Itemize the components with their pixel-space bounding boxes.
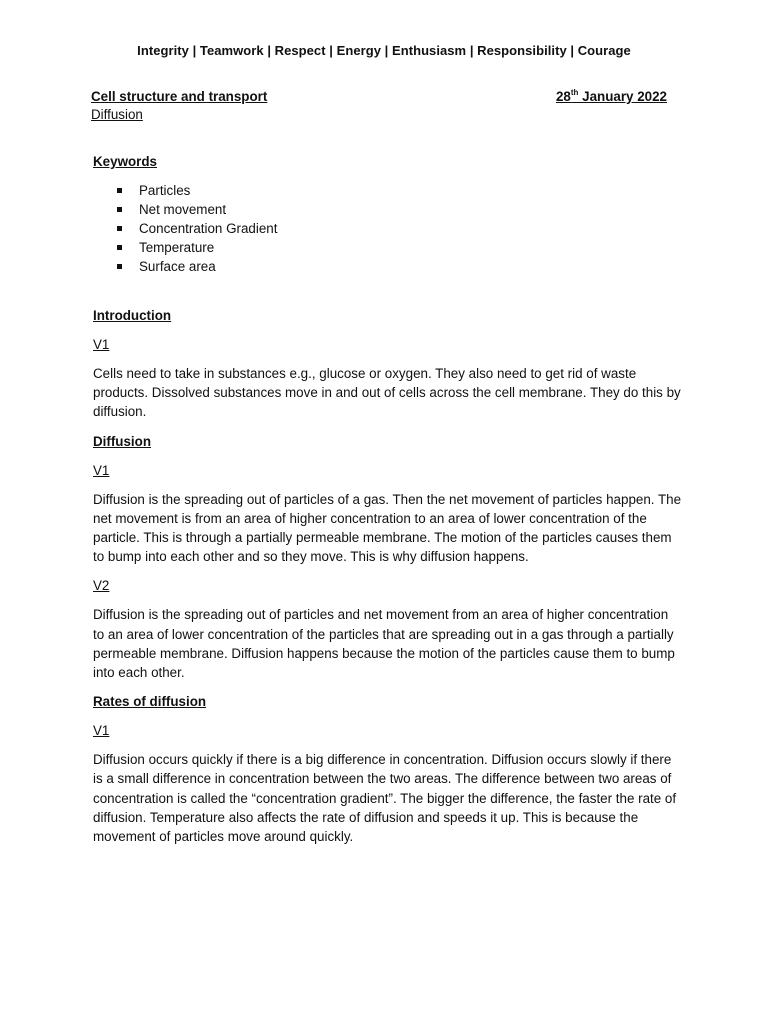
rates-v1-text: Diffusion occurs quickly if there is a big difference in concentration. Diffusion occurs slowly if there is a small difference in concentration between the two areas. The difference between two areas of concentration is called the “concentration gradient”. The bigger the difference, the faster the rate of diffusion. Temperature also affects the rate of diffusion and speeds it up. This is because the movement of particles move around quickly. — [93, 752, 677, 845]
keyword-item — [93, 181, 683, 200]
school-values-motto: Integrity | Teamwork | Respect | Energy | Enthusiasm | Responsibility | Courage — [137, 43, 631, 58]
introduction-v1-text: Cells need to take in substances e.g., glucose or oxygen. They also need to get rid of waste products. Dissolved substances move in and out of cells across the cell membrane. They do this by diffusion. — [93, 366, 681, 420]
keyword-text: Net movement — [139, 202, 227, 217]
rates-v1-label: V1 — [93, 723, 110, 739]
square-bullet-icon — [117, 226, 122, 231]
square-bullet-icon — [117, 188, 122, 193]
subtopic-title: Diffusion — [91, 107, 143, 122]
keyword-text: Particles — [139, 183, 191, 198]
diffusion-v2-text: Diffusion is the spreading out of particles and net movement from an area of higher concentration to an area of lower concentration of the particles that are spreading out in a gas through a partially permeable membrane. Diffusion happens because the motion of the particles cause them to bump into each other. — [93, 607, 675, 681]
keyword-item — [93, 238, 683, 257]
topic-title: Cell structure and transport — [91, 89, 268, 104]
lesson-date — [556, 89, 667, 104]
keyword-item — [93, 257, 683, 276]
diffusion-v1-label: V1 — [93, 462, 110, 478]
keyword-item — [93, 200, 683, 219]
keywords-heading: Keywords — [93, 154, 157, 169]
square-bullet-icon — [117, 207, 122, 212]
keywords-list — [93, 181, 683, 276]
diffusion-v1-text: Diffusion is the spreading out of particles of a gas. Then the net movement of particles happen. The net movement is from an area of higher concentration to an area of lower concentration of the particle. This is through a partially permeable membrane. The motion of the particles causes them to bump into each other and so they move. This is why diffusion happens. — [93, 491, 682, 565]
rates-heading: Rates of diffusion — [93, 694, 207, 710]
introduction-v1-label: V1 — [93, 337, 110, 352]
keyword-text: Concentration Gradient — [139, 221, 278, 236]
keyword-text: Temperature — [139, 240, 215, 255]
diffusion-v2-label: V2 — [93, 578, 110, 594]
square-bullet-icon — [117, 264, 122, 269]
square-bullet-icon — [117, 245, 122, 250]
keyword-item — [93, 219, 683, 238]
date-day: 28 — [555, 89, 571, 104]
introduction-heading: Introduction — [93, 308, 172, 323]
date-suffix: th — [570, 87, 579, 97]
keyword-text: Surface area — [139, 259, 216, 274]
document-body — [93, 153, 683, 846]
diffusion-heading: Diffusion — [93, 433, 152, 449]
date-month-year: January 2022 — [578, 89, 667, 104]
